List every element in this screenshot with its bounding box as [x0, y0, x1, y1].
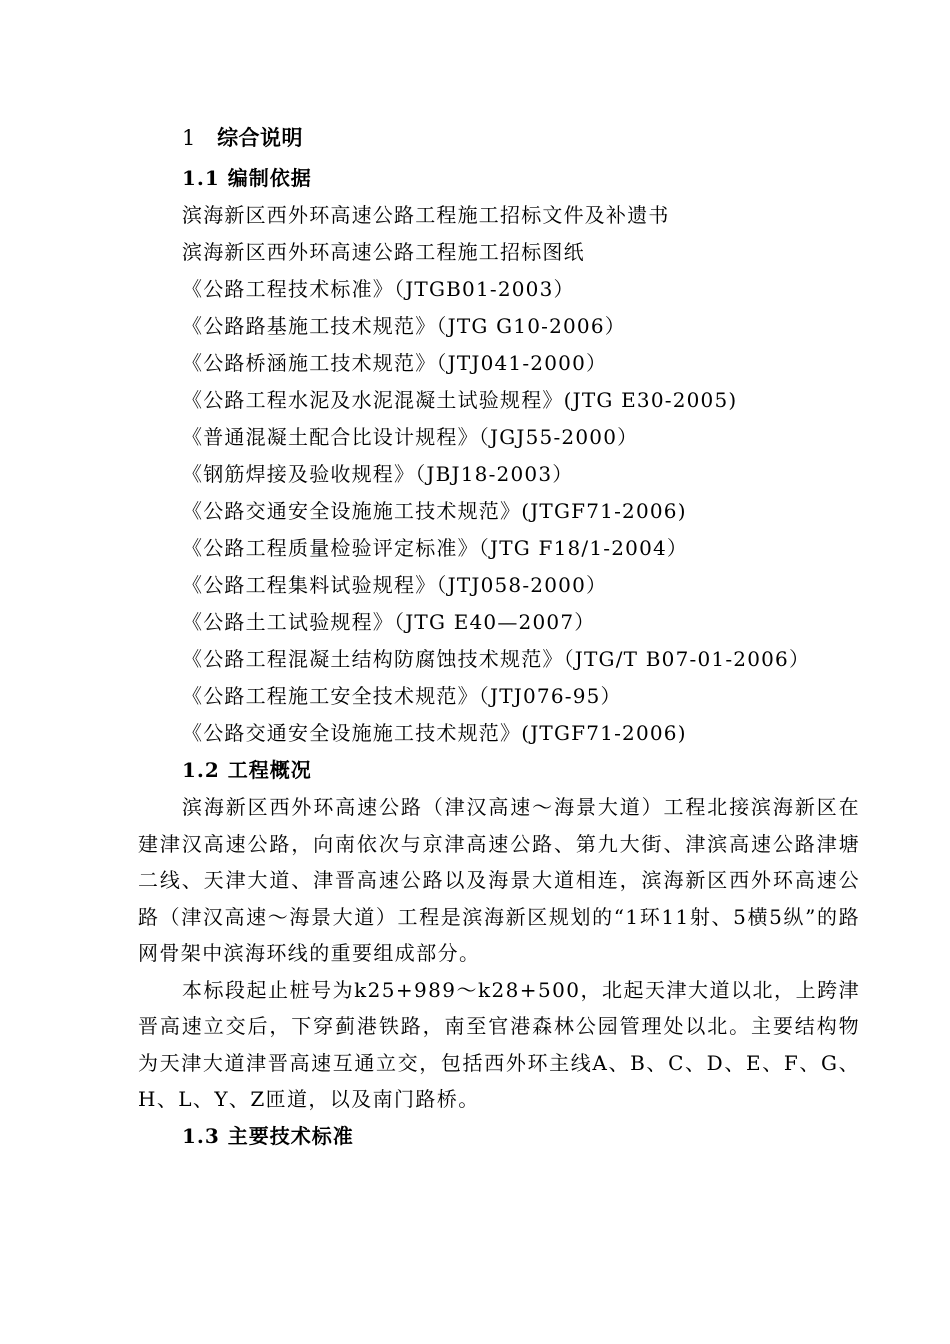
- reference-item: 滨海新区西外环高速公路工程施工招标图纸: [182, 240, 585, 264]
- section-number: 1: [182, 126, 196, 150]
- reference-item: 《公路土工试验规程》（JTG E40—2007）: [182, 610, 596, 634]
- reference-item: 《公路工程质量检验评定标准》（JTG F18/1-2004）: [182, 536, 689, 560]
- reference-item: 《公路工程混凝土结构防腐蚀技术规范》（JTG/T B07-01-2006）: [182, 647, 811, 671]
- reference-item: 《公路工程集料试验规程》（JTJ058-2000）: [182, 573, 608, 597]
- reference-item: 《公路工程水泥及水泥混凝土试验规程》(JTG E30-2005): [182, 388, 738, 412]
- reference-list: [138, 197, 860, 752]
- reference-item: 《公路交通安全设施施工技术规范》(JTGF71-2006): [182, 721, 687, 745]
- subsection-heading-1-3: 1.3 主要技术标准: [182, 1123, 354, 1148]
- reference-item: 《公路工程施工安全技术规范》（JTJ076-95）: [182, 684, 622, 708]
- reference-item: 《公路路基施工技术规范》（JTG G10-2006）: [182, 314, 626, 338]
- reference-item: 《公路交通安全设施施工技术规范》(JTGF71-2006): [182, 499, 687, 523]
- reference-item: 《公路桥涵施工技术规范》（JTJ041-2000）: [182, 351, 608, 375]
- project-overview-paragraph-1: 滨海新区西外环高速公路（津汉高速～海景大道）工程北接滨海新区在建津汉高速公路，向南依次与京津高速公路、第九大街、津滨高速公路津塘二线、天津大道、津晋高速公路以及海景大道相连，滨海新区西外环高速公路（津汉高速～海景大道）工程是滨海新区规划的“1环11射、5横5纵”的路网骨架中滨海环线的重要组成部分。: [138, 795, 860, 965]
- subsection-heading-1-1: 1.1 编制依据: [182, 166, 312, 190]
- section-heading: [182, 116, 860, 160]
- reference-item: 《钢筋焊接及验收规程》（JBJ18-2003）: [182, 462, 574, 486]
- subsection-heading-1-2: 1.2 工程概况: [182, 758, 312, 782]
- reference-item: 《公路工程技术标准》（JTGB01-2003）: [182, 277, 575, 301]
- reference-item: 滨海新区西外环高速公路工程施工招标文件及补遗书: [182, 203, 670, 227]
- document-content: [138, 116, 860, 1155]
- section-title: 综合说明: [217, 125, 304, 150]
- reference-item: 《普通混凝土配合比设计规程》（JGJ55-2000）: [182, 425, 639, 449]
- project-overview-paragraph-2: 本标段起止桩号为k25+989～k28+500，北起天津大道以北，上跨津晋高速立交后，下穿蓟港铁路，南至官港森林公园管理处以北。主要结构物为天津大道津晋高速互通立交，包括西外环主线A、B、C、D、E、F、G、H、L、Y、Z匝道，以及南门路桥。: [138, 977, 860, 1111]
